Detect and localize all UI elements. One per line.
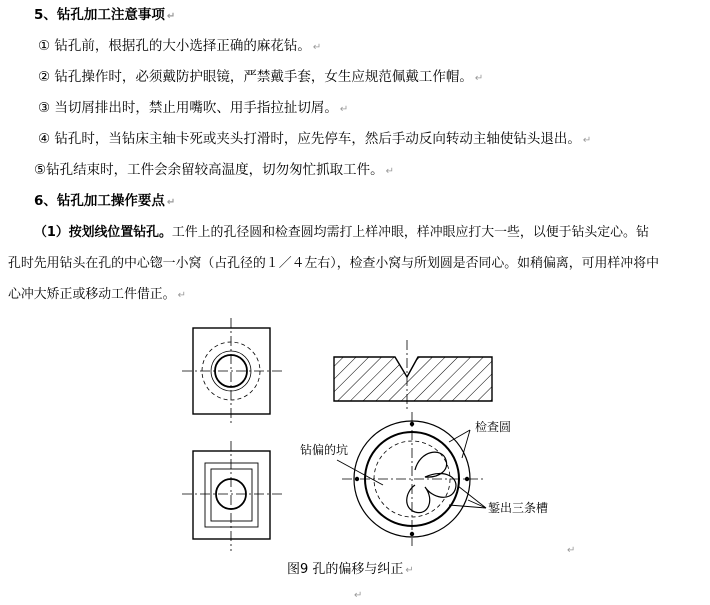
figure-caption: 图9 孔的偏移与纠正 ↵: [287, 562, 414, 577]
paragraph-line: （1）按划线位置钻孔。工件上的孔径圆和检查圆均需打上样冲眼，样冲眼应打大一些，以便于钻头定心。钻: [34, 225, 649, 240]
check-circle-view: [337, 412, 486, 546]
list-item: ③ 当切屑排出时，禁止用嘴吹、用手指拉扯切屑。 ↵: [38, 100, 349, 116]
end-mark: ↵: [567, 545, 576, 556]
list-item: ② 钻孔操作时，必须戴防护眼镜，严禁戴手套，女生应规范佩戴工作帽。 ↵: [38, 69, 484, 85]
list-item: ④ 钻孔时，当钻床主轴卡死或夹头打滑时，应先停车，然后手动反向转动主轴使钻头退出。 ↵: [38, 131, 592, 147]
plate-square-view: [182, 441, 282, 551]
list-item: ⑤钻孔结束时，工件会余留较高温度，切勿匆忙抓取工件。 ↵: [34, 162, 394, 178]
plate-hole-view: [182, 318, 282, 424]
list-item: ① 钻孔前，根据孔的大小选择正确的麻花钻。 ↵: [38, 38, 322, 54]
end-mark: ↵: [354, 590, 363, 601]
section-5-title: 5、钻孔加工注意事项 ↵: [34, 7, 176, 23]
label-check-circle: 检查圆: [475, 420, 512, 434]
label-offset-pit: 钻偏的坑: [300, 443, 349, 457]
label-three-grooves: 錾出三条槽: [488, 501, 549, 515]
section-view: [334, 340, 492, 412]
section-6-title: 6、钻孔加工操作要点 ↵: [34, 193, 176, 209]
paragraph-line: 孔时先用钻头在孔的中心锪一小窝（占孔径的１／４左右），检查小窝与所划圆是否同心。如稍偏离，可用样冲将中: [8, 256, 659, 271]
paragraph-line: 心冲大矫正或移动工件借正。 ↵: [8, 287, 186, 302]
